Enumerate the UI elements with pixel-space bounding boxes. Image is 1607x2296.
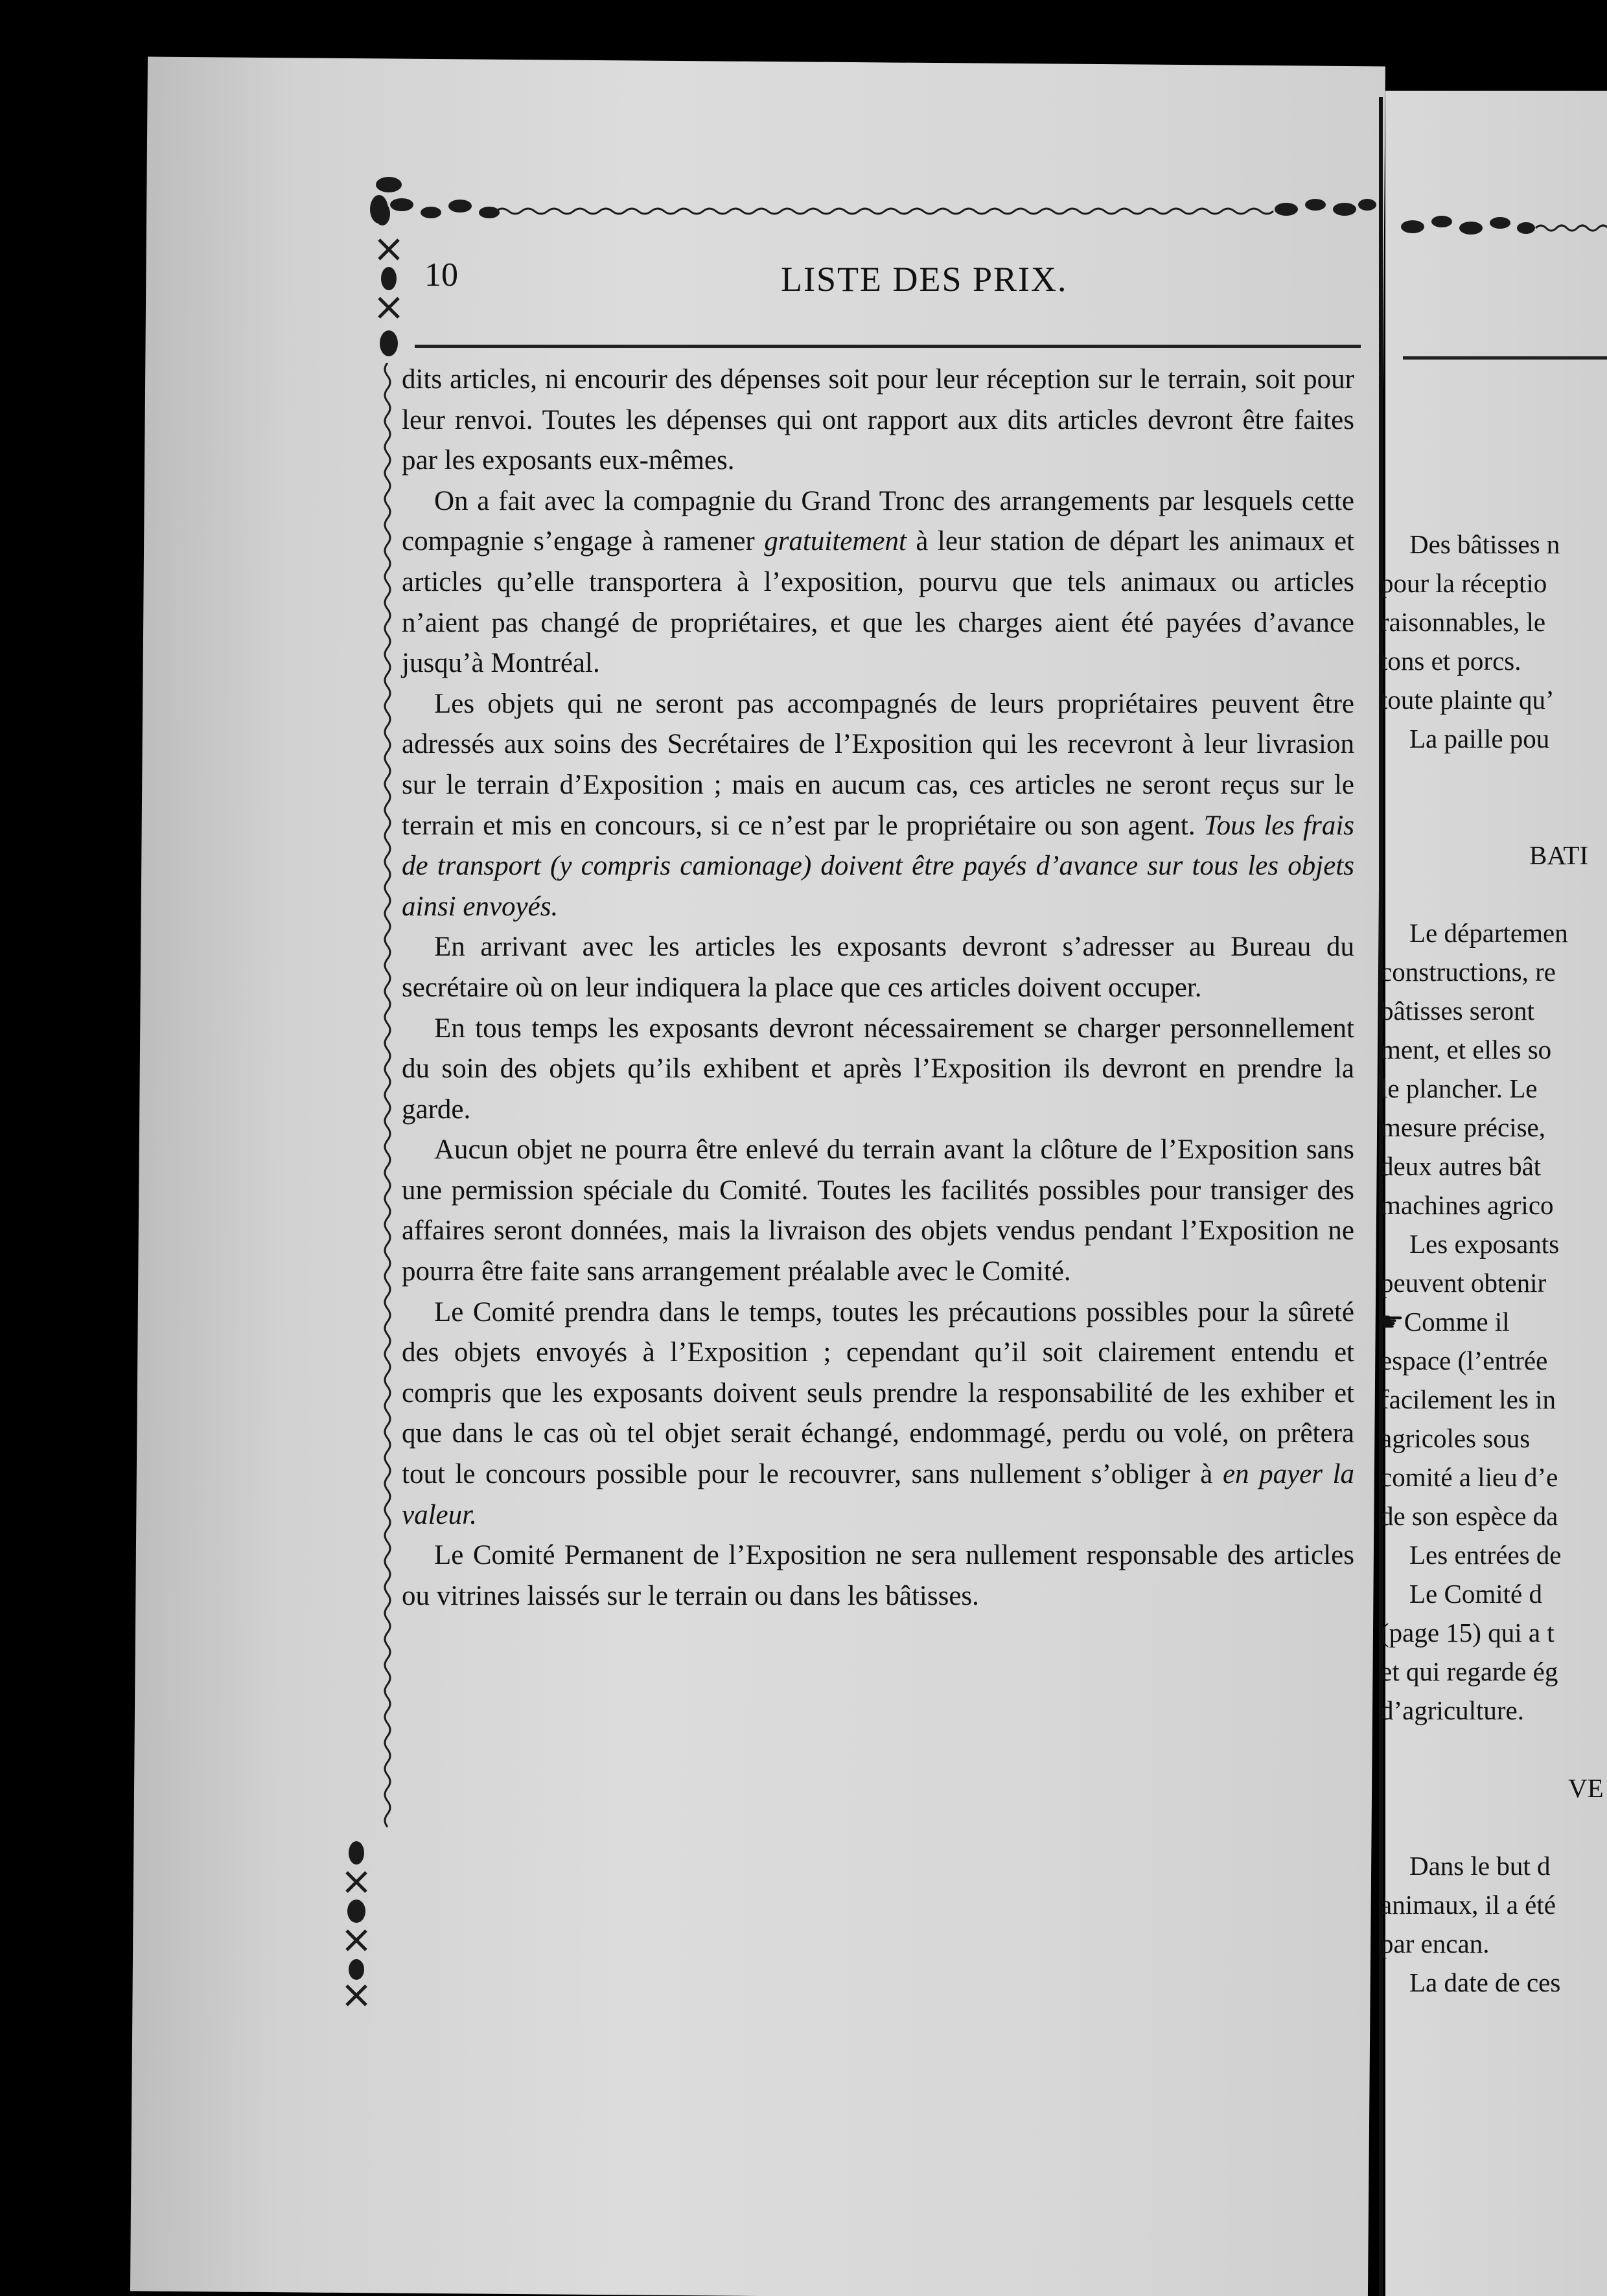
right-line: de son espèce da	[1380, 1501, 1558, 1531]
right-line: raisonnables, le	[1380, 607, 1546, 637]
right-line: agricoles sous	[1380, 1423, 1531, 1453]
right-line	[1380, 875, 1607, 913]
right-line: pour la réceptio	[1380, 568, 1547, 598]
paragraph-text: Le Comité prendra dans le temps, toutes les précautions possibles pour la sûreté des objets envoyés à l’Exposition ; cependant qu’il soit clairement entendu et compris que les exposants doivent seuls prendre la responsabilité de les exhiber et que dans le cas où tel objet serait échangé, endommagé, perdu ou volé, on prêtera tout le concours possible pour le recouvrer, sans nullement s’obliger à	[402, 1296, 1354, 1490]
right-line: mesure précise,	[1380, 1112, 1545, 1142]
right-line: peuvent obtenir	[1380, 1268, 1547, 1298]
right-line: Des bâtisses n	[1409, 529, 1560, 559]
paragraph: En tous temps les exposants devront nécessairement se charger personnellement du soin des objets qu’ils exhibent et après l’Exposition ils devront en prendre la garde.	[402, 1013, 1354, 1125]
paragraph: dits articles, ni encourir des dépenses soit pour leur réception sur le terrain, soit pour leur renvoi. Toutes les dépenses qui ont rapport aux dits articles devront être faites par les exposants eux-mêmes.	[402, 364, 1354, 476]
right-line	[1380, 1730, 1607, 1769]
floral-border-corner	[366, 168, 411, 369]
right-page-text	[1380, 525, 1607, 2034]
right-line: par encan.	[1380, 1929, 1490, 1958]
italic-text: en payer la valeur.	[402, 1459, 1355, 1530]
paragraph	[402, 481, 1354, 684]
right-line: ment, et elles so	[1380, 1035, 1552, 1064]
right-line: La paille pou	[1409, 724, 1550, 753]
right-line: bâtisses seront	[1380, 996, 1534, 1026]
paragraph: Aucun objet ne pourra être enlevé du terrain avant la clôture de l’Exposition sans une permission spéciale du Comité. Toutes les facilités possibles pour transiger des affaires seront données, mais la livraison des objets vendus pendant l’Exposition ne pourra être faite sans arrangement préalable avec le Comité.	[402, 1134, 1354, 1287]
right-line: et qui regarde ég	[1380, 1657, 1558, 1686]
right-line: La date de ces	[1409, 1968, 1561, 1997]
body-text	[402, 360, 1354, 1616]
running-head: LISTE DES PRIX.	[781, 260, 1068, 299]
paragraph: Le Comité Permanent de l’Exposition ne sera nullement responsable des articles ou vitrines laissés sur le terrain ou dans les bâtisses.	[402, 1540, 1354, 1611]
right-line: animaux, il a été	[1380, 1890, 1556, 1920]
paragraph-text: On a fait avec la compagnie du Grand Tronc des arrangements par lesquels cette compagnie s’engage à ramener	[402, 485, 1354, 557]
right-line: toute plainte qu’	[1380, 685, 1555, 715]
right-line: Dans le but d	[1409, 1851, 1551, 1881]
right-line: Les entrées de	[1409, 1540, 1562, 1570]
right-line: le plancher. Le	[1380, 1073, 1538, 1103]
right-line: d’agriculture.	[1380, 1695, 1524, 1725]
right-line: deux autres bât	[1380, 1151, 1542, 1181]
right-section-heading: VE	[1568, 1773, 1604, 1803]
italic-text: gratuitement	[764, 526, 907, 557]
paragraph	[402, 684, 1354, 928]
right-section-heading: BATI	[1529, 840, 1589, 870]
paragraph: En arrivant avec les articles les exposants devront s’adresser au Bureau du secrétaire où on leur indiquera la place que ces articles doivent occuper.	[402, 932, 1354, 1003]
right-line: Le Comité d	[1409, 1579, 1542, 1609]
right-line: (page 15) qui a t	[1380, 1618, 1555, 1647]
right-line: tons et porcs.	[1380, 646, 1521, 676]
right-line	[1380, 797, 1607, 836]
page-number: 10	[424, 257, 458, 293]
header-rule	[415, 345, 1361, 348]
paragraph-text: Les objets qui ne seront pas accompagnés de leurs propriétaires peuvent être adressés aux soins des Secrétaires de l’Exposition qui les recevront à leur livrasion sur le terrain d’Exposition ; mais en aucum cas, ces articles ne seront reçus sur le terrain et mis en concours, si ce n’est par le propriétaire ou son agent.	[402, 688, 1354, 841]
right-line: Les exposants	[1409, 1229, 1560, 1259]
paragraph-text: à leur station de départ les animaux et articles qu’elle transportera à l’exposition, pourvu que tels animaux ou articles n’aient pas changé de propriétaires, et que les charges aient été payées d’avance jusqu’à Montréal.	[402, 526, 1355, 679]
floral-border-top-right-page	[1393, 207, 1607, 246]
right-line	[1380, 758, 1607, 797]
right-line: facilement les in	[1380, 1384, 1556, 1414]
paragraph	[402, 1292, 1354, 1536]
header-rule-right-page	[1403, 356, 1607, 360]
right-line	[1380, 1808, 1607, 1846]
right-line: ☛Comme il	[1380, 1307, 1510, 1337]
right-line: comité a lieu d’e	[1380, 1462, 1558, 1492]
italic-text: Tous les frais de transport (y compris camionage) doivent être payés d’avance sur tous les objets ainsi envoyés.	[402, 810, 1354, 922]
floral-border-left	[375, 363, 400, 1995]
right-line: machines agrico	[1380, 1190, 1554, 1220]
floral-border-bottom	[334, 1840, 379, 2008]
right-line: Le départemen	[1409, 918, 1568, 948]
right-line: constructions, re	[1380, 957, 1556, 987]
right-line: espace (l’entrée	[1380, 1346, 1548, 1375]
